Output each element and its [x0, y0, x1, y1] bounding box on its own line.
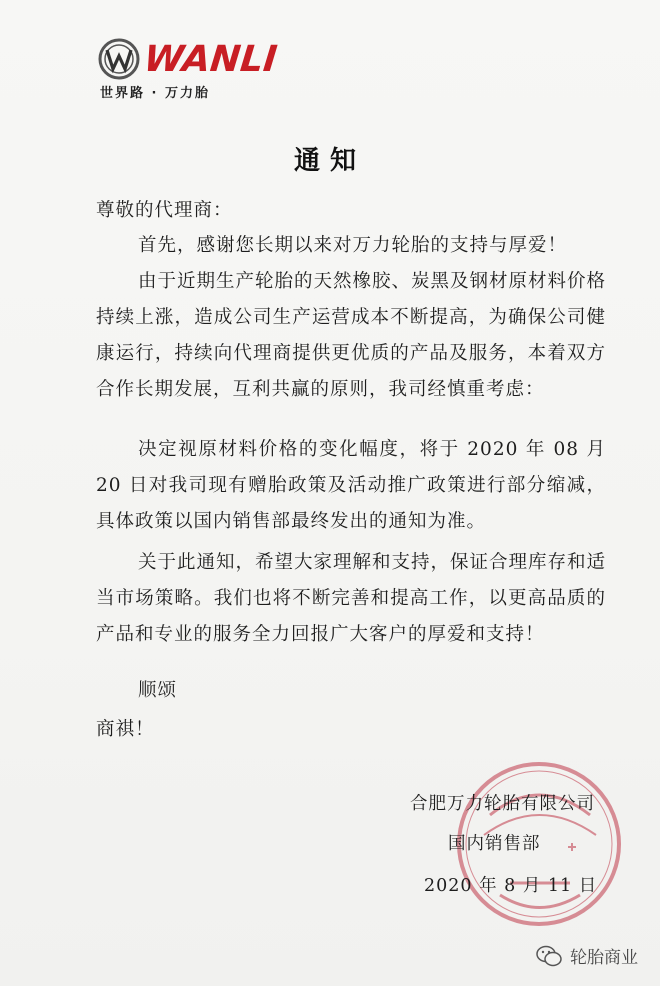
logo-brand-text: WANLI — [141, 39, 279, 80]
paragraph-2: 由于近期生产轮胎的天然橡胶、炭黑及钢材原材料价格持续上涨，造成公司生产运营成本不断提高，为确保公司健康运行，持续向代理商提供更优质的产品及服务，本着双方合作长期发展，互利共赢的原则，我司经慎重考虑： — [96, 271, 607, 400]
watermark-label: 轮胎商业 — [570, 948, 638, 968]
signature-company: 合肥万力轮胎有限公司 — [410, 794, 595, 814]
closing-wish: 商祺！ — [96, 719, 155, 740]
watermark — [536, 943, 638, 968]
closing-greeting: 顺颂 — [138, 680, 178, 701]
paragraph-4: 关于此通知，希望大家理解和支持，保证合理库存和适当市场策略。我们也将不断完善和提高工作，以更高品质的产品和专业的服务全力回报广大客户的厚爱和支持！ — [96, 552, 607, 645]
company-logo — [98, 38, 279, 102]
signature-date: 2020 年 8 月 11 日 — [424, 876, 598, 896]
salutation: 尊敬的代理商： — [96, 200, 233, 221]
logo-slogan: 世界路 · 万力胎 — [100, 86, 210, 101]
paragraph-1: 首先，感谢您长期以来对万力轮胎的支持与厚爱！ — [138, 235, 568, 256]
signature-department: 国内销售部 — [448, 834, 541, 854]
wanli-w-logo-icon — [98, 38, 140, 80]
paragraph-3: 决定视原材料价格的变化幅度，将于 2020 年 08 月 20 日对我司现有赠胎政策及活动推广政策进行部分缩减，具体政策以国内销售部最终发出的通知为准。 — [96, 439, 606, 532]
document-title: 通知 — [293, 146, 366, 176]
wechat-icon — [536, 945, 562, 967]
